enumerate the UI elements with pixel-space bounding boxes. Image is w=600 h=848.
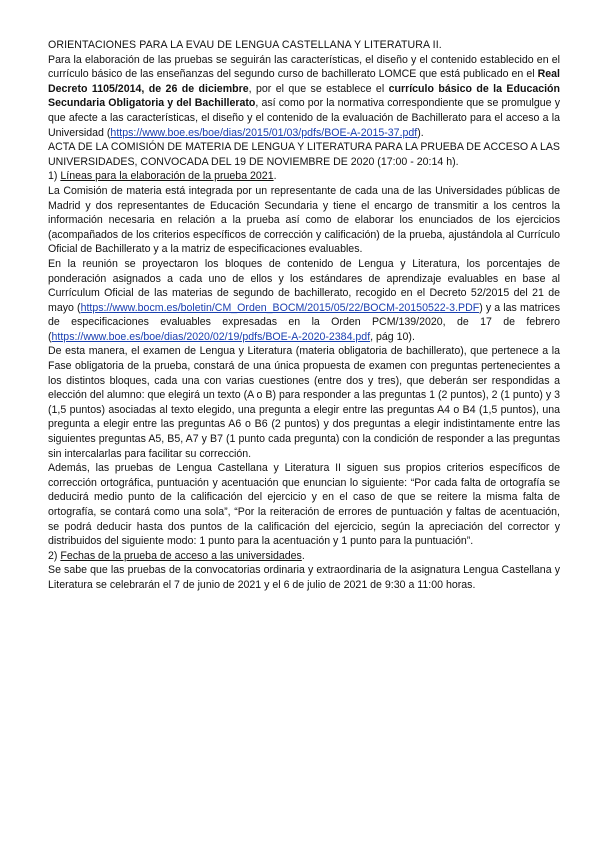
meeting-text-1: En la reunión se proyectaron los bloques de contenido de Lengua y Literatura, los porcentajes de ponderación asignados a cada uno de ellos y los estándares de aprendizaje evaluables en base al Currículum Oficial de las materias de segundo de bachillerato, recogido en el Decreto 52/2015 del 21 de mayo (	[48, 257, 560, 314]
bocm-link[interactable]: https://www.bocm.es/boletin/CM_Orden_BOCM/2015/05/22/BOCM-20150522-3.PDF	[80, 301, 480, 314]
commission-paragraph: La Comisión de materia está integrada por un representante de cada una de las Universidades públicas de Madrid y dos representantes de Educación Secundaria y tiene el encargo de transmitir a los centros la información necesaria en relación a la prueba así como de elaborar los enunciados de los ejercicios (acompañados de los criterios específicos de corrección y calificación) de la prueba, ajustándola al Currículo Oficial de Bachillerato y a la matriz de especificaciones evaluables.	[48, 184, 560, 256]
correction-criteria-paragraph: Además, las pruebas de Lengua Castellana y Literatura II siguen sus propios criterios específicos de corrección ortográfica, puntuación y acentuación que enuncian lo siguiente: “Por cada falta de ortografía se deducirá medio punto de la calificación del ejercicio y en el caso de que se reitere la misma falta de ortografía, se contará como una sola”, “Por la reiteración de errores de puntuación y faltas de acentuación, se podrá deducir hasta dos puntos de la calificación del ejercicio, según la apreciación del corrector y distribuidos del siguiente modo: 1 punto para la acentuación y 1 punto para la puntuación”.	[48, 462, 560, 548]
intro-bold-curriculum: currículo básico de la Educación Secundaria Obligatoria y del Bachillerato	[48, 82, 560, 110]
section-2-heading	[48, 549, 560, 564]
boe-2015-link[interactable]: https://www.boe.es/boe/dias/2015/01/03/pdfs/BOE-A-2015-37.pdf	[110, 126, 418, 139]
section-2-end: .	[301, 549, 305, 562]
meeting-text-2: ) y a las matrices de especificaciones evaluables expresadas en la Orden PCM/139/2020, de 17 de febrero (	[48, 301, 560, 343]
meeting-paragraph	[48, 257, 560, 345]
section-2-title: Fechas de la prueba de acceso a las universidades	[60, 549, 302, 562]
intro-text-1: Para la elaboración de las pruebas se seguirán las características, el diseño y el contenido establecido en el currículo básico de las enseñanzas del segundo curso de bachillerato LOMCE que está publicado en el	[48, 53, 560, 81]
section-1-end: .	[273, 170, 277, 183]
dates-paragraph: Se sabe que las pruebas de la convocatorias ordinaria y extraordinaria de la asignatura Lengua Castellana y Literatura se celebrarán el 7 de junio de 2021 y el 6 de julio de 2021 de 9:30 a 11:00 horas.	[48, 564, 560, 591]
acta-heading: ACTA DE LA COMISIÓN DE MATERIA DE LENGUA Y LITERATURA PARA LA PRUEBA DE ACCESO A LAS UNIVERSIDADES, CONVOCADA DEL 19 DE NOVIEMBRE DE 2020 (17:00 - 20:14 h).	[48, 141, 560, 168]
exam-structure-paragraph: De esta manera, el examen de Lengua y Literatura (materia obligatoria de bachillerato), que pertenece a la Fase obligatoria de la prueba, constará de una única propuesta de examen con preguntas pertenecientes a los distintos bloques, cada una con varias cuestiones (entre dos y tres), que deberán ser respondidas a elección del alumno: que elegirá un texto (A o B) para responder a las preguntas 1 (2 puntos), 2 (1 punto) y 3 (1,5 puntos) asociadas al texto elegido, una pregunta a elegir entre las preguntas A4 o B4 (1,5 puntos), una pregunta a elegir entre las preguntas A6 o B6 (2 puntos) y dos preguntas a elegir indistintamente entre las siguientes preguntas A5, B5, A7 y B7 (1 punto cada pregunta) con la condición de responder a las preguntas sin intercalarlas para facilitar su corrección.	[48, 345, 560, 460]
section-2-number: 2)	[48, 549, 61, 562]
intro-text-2: , por el que se establece el	[248, 82, 389, 95]
section-1-number: 1)	[48, 170, 61, 183]
section-1-heading	[48, 169, 560, 184]
intro-bold-decree: Real Decreto 1105/2014, de 26 de diciembre	[48, 68, 560, 95]
intro-text-3: , así como por la normativa correspondiente que se promulgue y que afecte a las características, el diseño y el contenido de la evaluación de Bachillerato para el acceso a la Universidad (	[48, 97, 560, 139]
document-title: ORIENTACIONES PARA LA EVAU DE LENGUA CASTELLANA Y LITERATURA II.	[48, 39, 442, 51]
boe-2020-link[interactable]: https://www.boe.es/boe/dias/2020/02/19/pdfs/BOE-A-2020-2384.pdf	[51, 330, 371, 343]
intro-paragraph	[48, 53, 560, 141]
document-page	[48, 38, 560, 593]
meeting-text-3: , pág 10).	[370, 330, 415, 343]
section-1-title: Líneas para la elaboración de la prueba 2021	[60, 170, 274, 183]
intro-text-4: ).	[417, 126, 424, 139]
